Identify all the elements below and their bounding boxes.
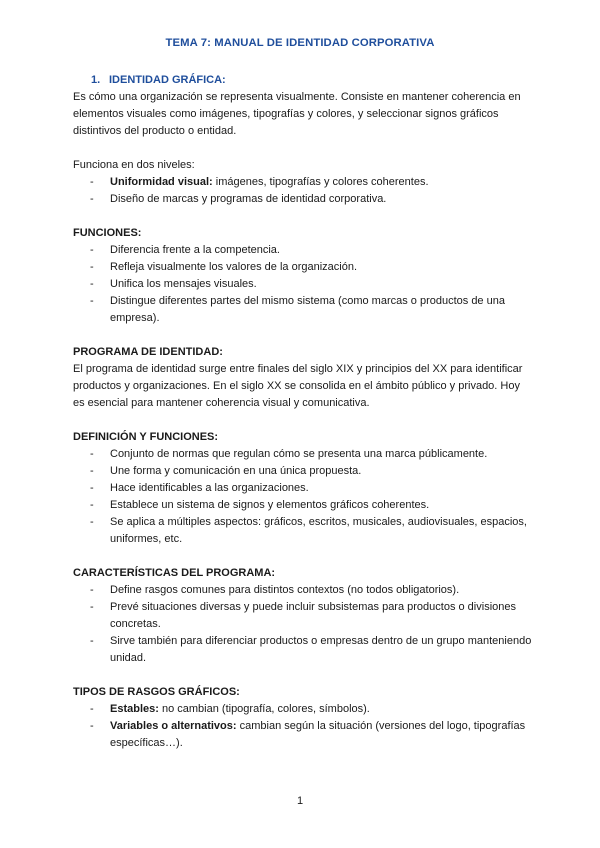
section-identidad-grafica-heading [91, 72, 533, 89]
list-item: - Une forma y comunicación en una única propuesta. [90, 465, 362, 477]
caracteristicas-heading: CARACTERÍSTICAS DEL PROGRAMA: [73, 567, 276, 579]
funciones-list [73, 242, 533, 327]
list-item: - Variables o alternativos: cambian según la situación (versiones del logo, tipografías específicas…). [90, 720, 526, 749]
caracteristicas-list [73, 582, 533, 667]
identidad-intro-paragraph: Es cómo una organización se representa visualmente. Consiste en mantener coherencia en elementos visuales como imágenes, tipografías y colores, y seleccionar signos gráficos distintivos del producto o entidad. [73, 91, 521, 137]
section-number: 1. [91, 74, 101, 86]
list-item: - Hace identificables a las organizaciones. [90, 482, 309, 494]
page-number: 1 [296, 795, 304, 807]
list-item: - Diferencia frente a la competencia. [90, 244, 280, 256]
list-item: - Prevé situaciones diversas y puede incluir subsistemas para productos o divisiones concretas. [90, 601, 516, 630]
list-item: - Unifica los mensajes visuales. [90, 278, 257, 290]
list-item: - Uniformidad visual: imágenes, tipografías y colores coherentes. [90, 176, 429, 188]
document-body [73, 72, 533, 752]
list-item: - Refleja visualmente los valores de la organización. [90, 261, 358, 273]
programa-paragraph: El programa de identidad surge entre finales del siglo XIX y principios del XX para identificar productos y organizaciones. En el siglo XX se consolida en el ámbito público y privado. Hoy es esencial para mantener coherencia visual y comunicativa. [73, 363, 523, 409]
levels-intro: Funciona en dos niveles: [73, 159, 195, 171]
definicion-heading: DEFINICIÓN Y FUNCIONES: [73, 431, 219, 443]
list-item: - Estables: no cambian (tipografía, colores, símbolos). [90, 703, 370, 715]
definicion-list [73, 446, 533, 548]
list-item: - Establece un sistema de signos y elementos gráficos coherentes. [90, 499, 430, 511]
list-item: - Sirve también para diferenciar productos o empresas dentro de un grupo manteniendo unidad. [90, 635, 532, 664]
list-item: - Distingue diferentes partes del mismo sistema (como marcas o productos de una empresa). [90, 295, 505, 324]
programa-heading: PROGRAMA DE IDENTIDAD: [73, 346, 223, 358]
list-item: - Diseño de marcas y programas de identidad corporativa. [90, 193, 387, 205]
list-item: - Define rasgos comunes para distintos contextos (no todos obligatorios). [90, 584, 460, 596]
list-item: - Se aplica a múltiples aspectos: gráficos, escritos, musicales, audiovisuales, espacios, uniformes, etc. [90, 516, 527, 545]
section-title: IDENTIDAD GRÁFICA: [109, 74, 226, 86]
list-item: - Conjunto de normas que regulan cómo se presenta una marca públicamente. [90, 448, 488, 460]
funciones-heading: FUNCIONES: [73, 227, 142, 239]
tipos-heading: TIPOS DE RASGOS GRÁFICOS: [73, 686, 240, 698]
document-title: TEMA 7: MANUAL DE IDENTIDAD CORPORATIVA [165, 37, 435, 49]
tipos-list [73, 701, 533, 752]
levels-list [73, 174, 533, 208]
